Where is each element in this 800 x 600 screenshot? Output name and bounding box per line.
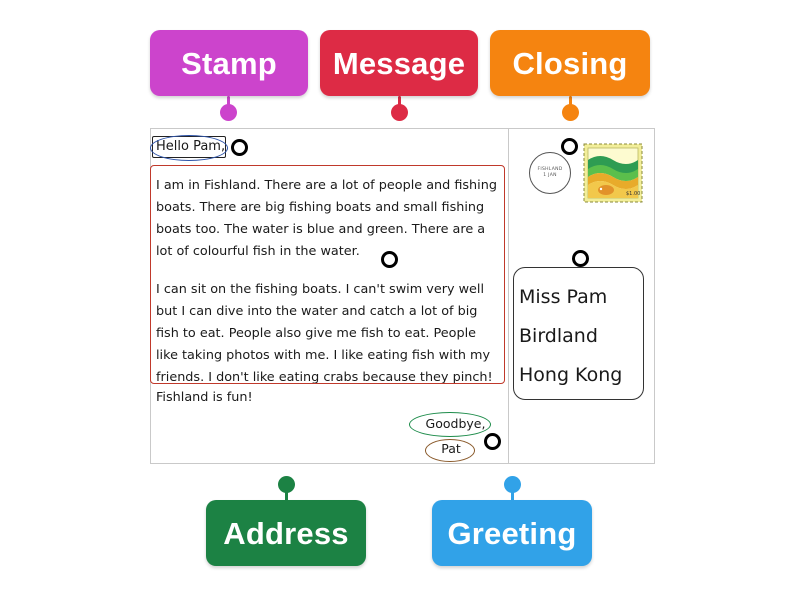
message-paragraph-1: I am in Fishland. There are a lot of people and fishing boats. There are big fishing boats and small fishing boats too. The water is blue and green. There are a lot of colourful fish in the water.: [156, 178, 497, 259]
drop-target-closing[interactable]: [484, 433, 501, 450]
connector-dot-closing: [562, 104, 579, 121]
drop-target-stamp[interactable]: [561, 138, 578, 155]
label-message[interactable]: Message: [320, 30, 478, 96]
message-paragraph-2: I can sit on the fishing boats. I can't swim very well but I can dive into the water and catch a lot of big fish to eat. People also give me fish to eat. People like taking photos with me. I like eating fish with my friends. I don't like eating crabs because they pinch!: [156, 282, 493, 385]
postage-stamp-icon: [582, 142, 644, 204]
postcard-divider: [508, 128, 509, 464]
label-address[interactable]: Address: [206, 500, 366, 566]
svg-text:$1.00: $1.00: [626, 191, 641, 197]
label-stamp[interactable]: Stamp: [150, 30, 308, 96]
label-closing[interactable]: Closing: [490, 30, 650, 96]
drop-target-address[interactable]: [572, 250, 589, 267]
message-highlight-box: [150, 165, 505, 384]
greeting-highlight-ellipse: [150, 135, 228, 161]
postmark-line-2: 1 JAN: [543, 173, 557, 178]
connector-dot-message: [391, 104, 408, 121]
postmark-line-1: FISHLAND: [537, 167, 563, 172]
label-greeting[interactable]: Greeting: [432, 500, 592, 566]
address-highlight-box: [513, 267, 644, 400]
postcard-signature-text: Pat: [441, 441, 461, 456]
connector-dot-address: [278, 476, 295, 493]
address-line-3: Hong Kong: [519, 364, 623, 386]
postcard-closing-text: Goodbye,: [425, 416, 486, 431]
postcard-postscript-text: Fishland is fun!: [156, 390, 253, 405]
address-line-1: Miss Pam: [519, 286, 608, 308]
drop-target-message[interactable]: [381, 251, 398, 268]
connector-dot-stamp: [220, 104, 237, 121]
postcard-greeting-text: Hello Pam,: [156, 139, 226, 154]
drop-target-greeting[interactable]: [231, 139, 248, 156]
address-line-2: Birdland: [519, 325, 598, 347]
closing-highlight-ellipse: [409, 412, 491, 437]
signature-highlight-ellipse: [425, 439, 475, 462]
postmark-icon: [529, 152, 571, 194]
connector-dot-greeting: [504, 476, 521, 493]
